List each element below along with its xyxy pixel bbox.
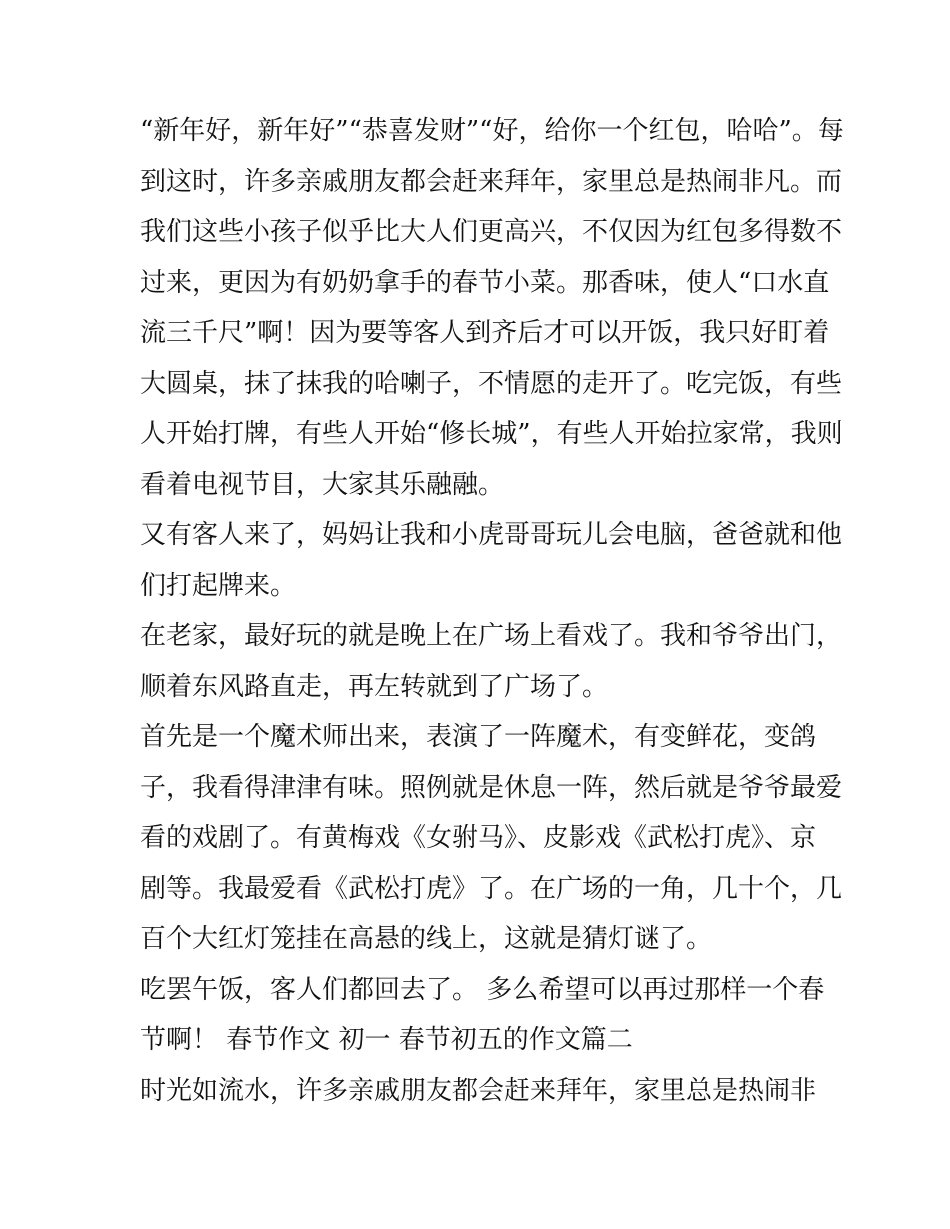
text-line: 时光如流水，许多亲戚朋友都会赶来拜年，家里总是热闹非 [140,1075,817,1106]
text-line: 流三千尺”啊！因为要等客人到齐后才可以开饭，我只好盯着 [140,318,830,348]
text-line: 吃罢午饭，客人们都回去了。 多么希望可以再过那样一个春 [140,974,825,1005]
text-line: 看的戏剧了。有黄梅戏《女驸马》、皮影戏《武松打虎》、京 [140,823,817,853]
essay-text [140,106,844,1116]
text-line: 大圆桌，抹了抹我的哈喇子，不情愿的走开了。吃完饭，有些 [140,368,843,399]
text-line: 在老家，最好玩的就是晚上在广场上看戏了。我和爷爷出门， [140,621,843,651]
text-line: 百个大红灯笼挂在高悬的线上，这就是猜灯谜了。 [140,924,713,954]
text-line: 剧等。我最爱看《武松打虎》了。在广场的一角，几十个，几 [140,873,843,904]
text-line: 顺着东风路直走，再左转就到了广场了。 [140,671,609,702]
text-line: 们打起牌来。 [140,570,297,601]
text-line: 到这时，许多亲戚朋友都会赶来拜年，家里总是热闹非凡。而 [140,166,843,197]
text-line: 我们这些小孩子似乎比大人们更高兴，不仅因为红包多得数不 [140,217,843,247]
text-line: 过来，更因为有奶奶拿手的春节小菜。那香味，使人“口水直 [140,267,830,298]
text-line: 又有客人来了，妈妈让我和小虎哥哥玩儿会电脑，爸爸就和他 [140,520,843,550]
text-line: 首先是一个魔术师出来，表演了一阵魔术，有变鲜花，变鸽 [140,722,817,752]
text-line: 节啊！ 春节作文 初一 春节初五的作文篇二 [140,1025,633,1055]
text-line: 人开始打牌，有些人开始“修长城”，有些人开始拉家常，我则 [140,419,843,449]
text-line: “新年好，新年好”“恭喜发财”“好，给你一个红包，哈哈”。每 [140,116,844,146]
text-line: 看着电视节目，大家其乐融融。 [140,469,505,500]
text-line: 子，我看得津津有味。照例就是休息一阵，然后就是爷爷最爱 [140,772,843,803]
